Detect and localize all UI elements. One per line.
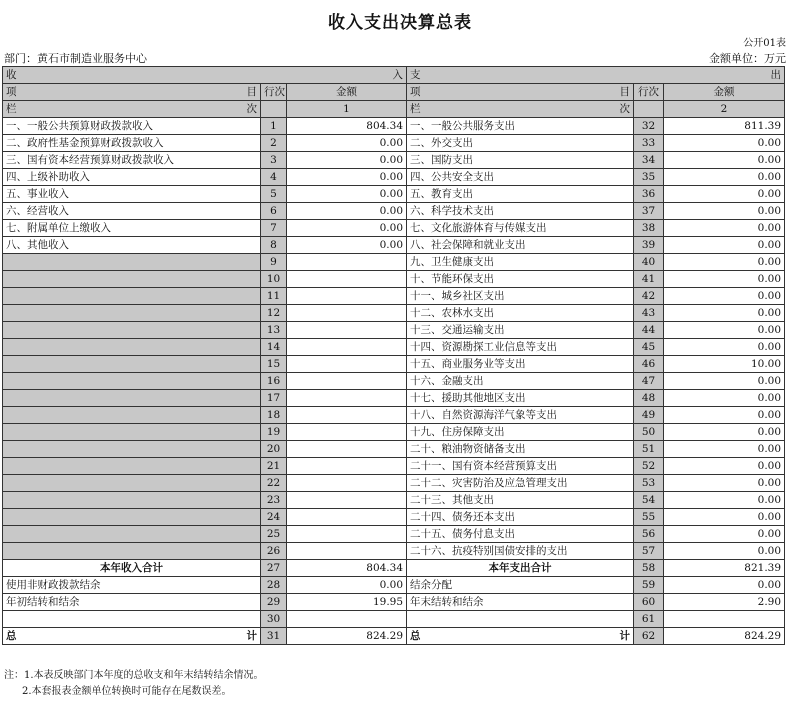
column-header: 栏 次 [407,101,634,118]
expense-amount: 0.00 [664,220,785,237]
table-row [3,373,785,390]
expense-item: 十六、金融支出 [407,373,634,390]
expense-item: 十三、交通运输支出 [407,322,634,339]
income-amount: 0.00 [287,135,407,152]
expense-row-no: 41 [634,271,664,288]
income-row-no: 16 [261,373,287,390]
income-item [3,407,261,424]
income-row-no: 1 [261,118,287,135]
income-amount [287,492,407,509]
income-amount [287,254,407,271]
expense-item: 九、卫生健康支出 [407,254,634,271]
table-row [3,577,785,594]
expense-amount: 0.00 [664,305,785,322]
table-row [3,407,785,424]
table-row [3,509,785,526]
grand-total-expense-label: 总 计 [407,628,634,645]
income-item [3,424,261,441]
expense-row-no: 47 [634,373,664,390]
table-row [3,118,785,135]
income-row-no: 10 [261,271,287,288]
income-row-no: 21 [261,458,287,475]
income-amount: 0.00 [287,152,407,169]
income-row-no: 23 [261,492,287,509]
expense-header: 支 出 [407,67,785,84]
income-row-no: 5 [261,186,287,203]
expense-item: 十一、城乡社区支出 [407,288,634,305]
expense-item: 二十、粮油物资储备支出 [407,441,634,458]
expense-row-no: 51 [634,441,664,458]
expense-row-no: 40 [634,254,664,271]
expense-row-no: 61 [634,611,664,628]
income-item: 六、经营收入 [3,203,261,220]
department-label: 部门：黄石市制造业服务中心 [4,52,147,65]
income-row-no: 3 [261,152,287,169]
expense-row-no: 42 [634,288,664,305]
expense-row-no: 44 [634,322,664,339]
expense-row-no: 45 [634,339,664,356]
expense-item: 结余分配 [407,577,634,594]
year-income-total-label: 本年收入合计 [3,560,261,577]
expense-row-no: 43 [634,305,664,322]
income-row-no: 30 [261,611,287,628]
income-item: 八、其他收入 [3,237,261,254]
unit-label: 金额单位：万元 [709,52,786,65]
income-row-no: 29 [261,594,287,611]
expense-item: 十、节能环保支出 [407,271,634,288]
expense-amount: 0.00 [664,577,785,594]
note-1: 注：1.本表反映部门本年度的总收支和年末结转结余情况。 [4,670,264,681]
expense-row-no: 52 [634,458,664,475]
expense-row-no: 38 [634,220,664,237]
income-amount [287,339,407,356]
income-row-no: 18 [261,407,287,424]
expense-item: 一、一般公共服务支出 [407,118,634,135]
income-amount: 804.34 [287,118,407,135]
expense-amount: 0.00 [664,492,785,509]
expense-amount: 0.00 [664,475,785,492]
year-expense-total-label: 本年支出合计 [407,560,634,577]
expense-amount: 0.00 [664,135,785,152]
income-item [3,254,261,271]
income-item: 使用非财政拨款结余 [3,577,261,594]
expense-item: 十四、资源勘探工业信息等支出 [407,339,634,356]
amount-header: 金额 [287,84,407,101]
table-row [3,543,785,560]
income-amount [287,373,407,390]
table-row [3,237,785,254]
income-amount [287,475,407,492]
notes [4,668,264,700]
expense-row-no: 59 [634,577,664,594]
income-header: 收 入 [3,67,407,84]
income-row-no: 31 [261,628,287,645]
income-row-no: 28 [261,577,287,594]
income-row-no: 7 [261,220,287,237]
income-amount [287,390,407,407]
expense-amount: 0.00 [664,339,785,356]
expense-item: 八、社会保障和就业支出 [407,237,634,254]
expense-amount: 0.00 [664,407,785,424]
expense-row-no: 60 [634,594,664,611]
income-amount [287,441,407,458]
income-item [3,288,261,305]
expense-amount: 0.00 [664,543,785,560]
income-row-no: 15 [261,356,287,373]
expense-item [407,611,634,628]
income-amount [287,543,407,560]
income-item [3,492,261,509]
expense-item: 二十三、其他支出 [407,492,634,509]
form-number: 公开01表 [743,38,786,49]
income-row-no: 12 [261,305,287,322]
table-row [3,458,785,475]
table-row [3,186,785,203]
expense-amount: 811.39 [664,118,785,135]
expense-row-no: 53 [634,475,664,492]
expense-amount: 0.00 [664,390,785,407]
table-row [3,475,785,492]
income-amount: 0.00 [287,186,407,203]
expense-item: 二十一、国有资本经营预算支出 [407,458,634,475]
row-no-header: 行次 [261,84,287,101]
table-row [3,271,785,288]
income-row-no: 6 [261,203,287,220]
column-2-label: 2 [664,101,785,118]
income-item: 二、政府性基金预算财政拨款收入 [3,135,261,152]
expense-amount: 0.00 [664,526,785,543]
table-row [3,288,785,305]
table-row [3,390,785,407]
expense-item: 十七、援助其他地区支出 [407,390,634,407]
column-1-label: 1 [287,101,407,118]
income-amount [287,288,407,305]
expense-item: 二、外交支出 [407,135,634,152]
income-item: 一、一般公共预算财政拨款收入 [3,118,261,135]
expense-row-no: 55 [634,509,664,526]
income-row-no: 2 [261,135,287,152]
table-row [3,220,785,237]
grand-total-income-label: 总 计 [3,628,261,645]
expense-amount: 0.00 [664,271,785,288]
expense-amount: 0.00 [664,203,785,220]
income-item [3,441,261,458]
expense-row-no: 33 [634,135,664,152]
income-amount [287,407,407,424]
income-row-no: 27 [261,560,287,577]
expense-row-no: 35 [634,169,664,186]
table-row [3,339,785,356]
income-item: 年初结转和结余 [3,594,261,611]
expense-row-no: 34 [634,152,664,169]
income-item [3,526,261,543]
income-item [3,475,261,492]
income-row-no: 25 [261,526,287,543]
item-header: 项 目 [407,84,634,101]
income-item: 四、上级补助收入 [3,169,261,186]
expense-item: 二十六、抗疫特别国债安排的支出 [407,543,634,560]
expense-item: 十八、自然资源海洋气象等支出 [407,407,634,424]
income-row-no: 4 [261,169,287,186]
income-row-no: 14 [261,339,287,356]
table-row [3,169,785,186]
expense-amount: 0.00 [664,169,785,186]
expense-amount: 0.00 [664,288,785,305]
header-row-item [3,84,785,101]
expense-row-no: 37 [634,203,664,220]
expense-item: 四、公共安全支出 [407,169,634,186]
expense-row-no: 57 [634,543,664,560]
expense-row-no: 39 [634,237,664,254]
income-item: 七、附属单位上缴收入 [3,220,261,237]
year-income-total-amount: 804.34 [287,560,407,577]
row-no-header: 行次 [634,84,664,101]
expense-amount [664,611,785,628]
income-row-no: 24 [261,509,287,526]
expense-amount: 0.00 [664,186,785,203]
expense-amount: 0.00 [664,254,785,271]
table-row [3,594,785,611]
income-expense-table [2,66,785,645]
column-header: 栏 次 [3,101,261,118]
report-title: 收入支出决算总表 [328,13,472,33]
expense-row-no: 62 [634,628,664,645]
expense-amount: 0.00 [664,237,785,254]
income-row-no: 19 [261,424,287,441]
income-item [3,509,261,526]
income-row-no: 11 [261,288,287,305]
expense-amount: 0.00 [664,152,785,169]
expense-item: 二十二、灾害防治及应急管理支出 [407,475,634,492]
table-row [3,305,785,322]
expense-row-no: 46 [634,356,664,373]
income-amount: 0.00 [287,169,407,186]
income-item: 三、国有资本经营预算财政拨款收入 [3,152,261,169]
table-row [3,322,785,339]
income-amount: 0.00 [287,577,407,594]
table-row [3,611,785,628]
expense-amount: 0.00 [664,424,785,441]
income-item [3,543,261,560]
expense-row-no: 49 [634,407,664,424]
income-amount [287,458,407,475]
expense-row-no: 32 [634,118,664,135]
expense-row-no: 58 [634,560,664,577]
income-amount [287,424,407,441]
year-expense-total-amount: 821.39 [664,560,785,577]
table-row [3,254,785,271]
table-row [3,356,785,373]
income-amount [287,356,407,373]
expense-amount: 0.00 [664,441,785,458]
income-amount: 0.00 [287,220,407,237]
amount-header: 金额 [664,84,785,101]
expense-amount: 0.00 [664,373,785,390]
expense-row-no: 54 [634,492,664,509]
note-2: 2.本套报表金额单位转换时可能存在尾数误差。 [22,686,232,697]
expense-item: 七、文化旅游体育与传媒支出 [407,220,634,237]
income-item [3,458,261,475]
income-row-no: 13 [261,322,287,339]
expense-item: 十九、住房保障支出 [407,424,634,441]
grand-total-income-amount: 824.29 [287,628,407,645]
income-item [3,271,261,288]
income-item [3,373,261,390]
income-amount [287,305,407,322]
item-header: 项 目 [3,84,261,101]
income-row-no: 9 [261,254,287,271]
income-item [3,322,261,339]
income-item [3,356,261,373]
expense-item: 二十四、债务还本支出 [407,509,634,526]
expense-row-no: 48 [634,390,664,407]
income-amount [287,509,407,526]
table-row [3,203,785,220]
table-row [3,441,785,458]
income-amount [287,526,407,543]
expense-item: 五、教育支出 [407,186,634,203]
income-row-no: 22 [261,475,287,492]
income-amount: 0.00 [287,203,407,220]
table-row [3,492,785,509]
income-item [3,339,261,356]
income-amount [287,322,407,339]
expense-amount: 10.00 [664,356,785,373]
expense-amount: 0.00 [664,509,785,526]
expense-row-no: 50 [634,424,664,441]
income-row-no: 26 [261,543,287,560]
income-item: 五、事业收入 [3,186,261,203]
expense-item: 三、国防支出 [407,152,634,169]
header-row-column [3,101,785,118]
expense-item: 十二、农林水支出 [407,305,634,322]
expense-item: 年末结转和结余 [407,594,634,611]
expense-amount: 2.90 [664,594,785,611]
expense-amount: 0.00 [664,322,785,339]
income-amount: 0.00 [287,237,407,254]
income-item [3,305,261,322]
income-item [3,390,261,407]
expense-item: 十五、商业服务业等支出 [407,356,634,373]
expense-row-no: 36 [634,186,664,203]
income-item [3,611,261,628]
income-row-no: 8 [261,237,287,254]
income-row-no: 17 [261,390,287,407]
income-amount [287,611,407,628]
header-row-income-expense [3,67,785,84]
table-row [3,424,785,441]
expense-item: 六、科学技术支出 [407,203,634,220]
income-amount [287,271,407,288]
year-total-row [3,560,785,577]
income-amount: 19.95 [287,594,407,611]
expense-item: 二十五、债务付息支出 [407,526,634,543]
expense-amount: 0.00 [664,458,785,475]
table-row [3,526,785,543]
table-row [3,135,785,152]
expense-row-no: 56 [634,526,664,543]
grand-total-expense-amount: 824.29 [664,628,785,645]
income-row-no: 20 [261,441,287,458]
grand-total-row [3,628,785,645]
table-row [3,152,785,169]
